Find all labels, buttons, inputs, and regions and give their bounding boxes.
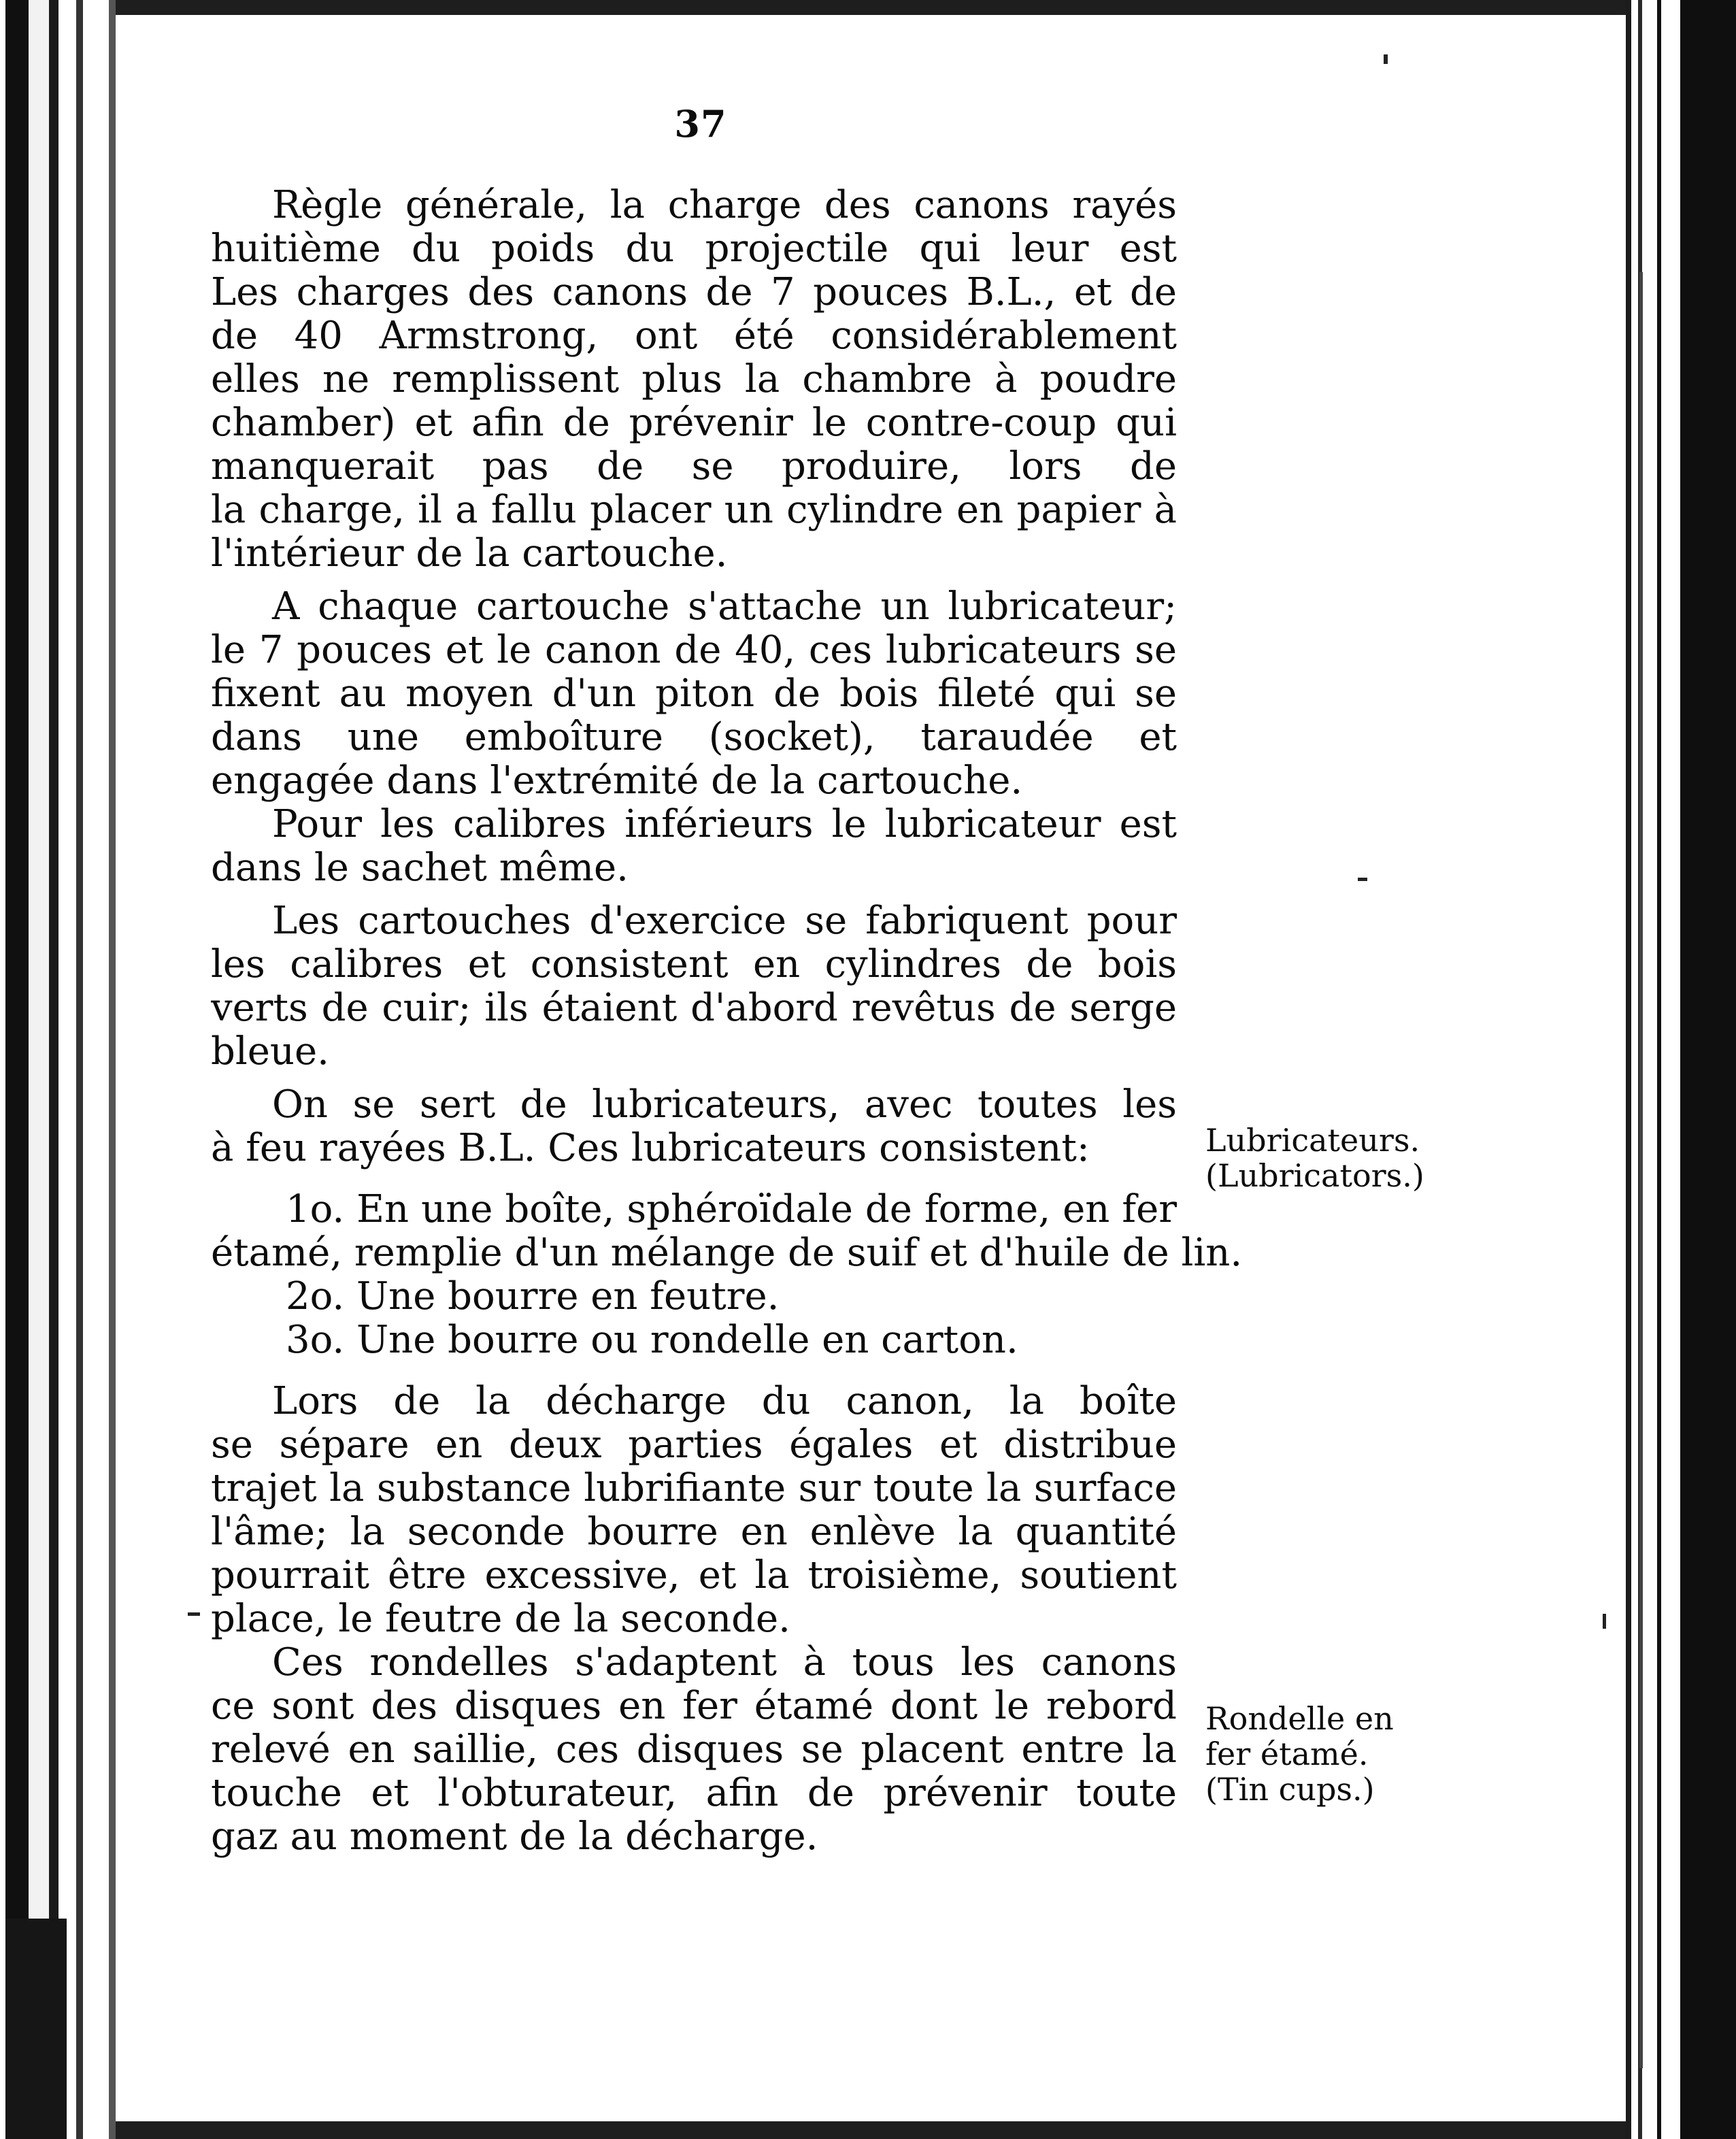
ink-speck xyxy=(1603,1614,1606,1629)
text-line: elles ne remplissent plus la chambre à poudre xyxy=(211,358,1177,401)
text-line: manquerait pas de se produire, lors de xyxy=(211,445,1177,488)
text-line: Les cartouches d'exercice se fabriquent pour xyxy=(272,899,1177,943)
list-item-continuation: étamé, remplie d'un mélange de suif et d'huile de lin. xyxy=(211,1231,1243,1275)
enumerated-list xyxy=(211,1188,1243,1362)
margin-note-line: fer étamé. xyxy=(1205,1736,1369,1772)
scan-shadow-top xyxy=(116,0,1626,15)
paragraph xyxy=(211,184,1177,576)
ink-speck xyxy=(1358,878,1367,881)
text-line: l'intérieur de la cartouche. xyxy=(211,531,728,576)
page-edge-line xyxy=(109,0,116,2139)
ink-speck xyxy=(188,1612,200,1616)
list-item: 2o. Une bourre en feutre. xyxy=(286,1274,780,1319)
text-line: bleue. xyxy=(211,1029,329,1074)
paragraph xyxy=(211,803,1177,890)
paragraph xyxy=(211,585,1177,803)
text-line: A chaque cartouche s'attache un lubricateur; xyxy=(272,585,1177,629)
text-line: de 40 Armstrong, ont été considérablement xyxy=(211,314,1177,358)
binding-edge-bottom xyxy=(5,1919,67,2139)
gutter-line xyxy=(1626,0,1631,2139)
margin-note-lubricators xyxy=(1205,1123,1450,1193)
text-line: Lors de la décharge du canon, la boîte xyxy=(272,1380,1177,1423)
text-line: huitième du poids du projectile qui leur est xyxy=(211,227,1177,271)
text-line: On se sert de lubricateurs, avec toutes les xyxy=(272,1083,1177,1127)
text-line: à feu rayées B.L. Ces lubricateurs consistent: xyxy=(211,1126,1090,1170)
text-line: ce sont des disques en fer étamé dont le rebord xyxy=(211,1685,1177,1728)
margin-note-line: Lubricateurs. xyxy=(1205,1122,1420,1159)
text-line: gaz au moment de la décharge. xyxy=(211,1814,818,1859)
margin-note-line: (Lubricators.) xyxy=(1205,1157,1424,1194)
text-line: la charge, il a fallu placer un cylindre en papier à xyxy=(211,488,1177,532)
margin-note-line: Rondelle en xyxy=(1205,1700,1394,1737)
page-edge-line xyxy=(49,0,59,2139)
text-line: trajet la substance lubrifiante sur toute la surface xyxy=(211,1467,1177,1510)
ink-speck xyxy=(1384,54,1388,64)
text-line: relevé en saillie, ces disques se placent entre la xyxy=(211,1728,1177,1772)
text-line: chamber) et afin de prévenir le contre-coup qui xyxy=(211,401,1177,445)
binding-edge-left xyxy=(5,0,29,2139)
text-line: engagée dans l'extrémité de la cartouche. xyxy=(211,759,1023,803)
text-line: place, le feutre de la seconde. xyxy=(211,1597,790,1641)
text-line: se sépare en deux parties égales et distribue xyxy=(211,1423,1177,1467)
list-item: 1o. En une boîte, sphéroïdale de forme, en fer xyxy=(286,1188,1177,1231)
binding-thread xyxy=(1639,272,1643,2068)
list-item: 3o. Une bourre ou rondelle en carton. xyxy=(286,1318,1018,1362)
margin-note-line: (Tin cups.) xyxy=(1205,1771,1375,1808)
text-line: le 7 pouces et le canon de 40, ces lubricateurs se xyxy=(211,629,1177,672)
text-line: dans une emboîture (socket), taraudée et xyxy=(211,716,1177,759)
paragraph xyxy=(211,1641,1177,1859)
paragraph xyxy=(211,899,1177,1074)
text-line: verts de cuir; ils étaient d'abord revêtus de serge xyxy=(211,986,1177,1030)
body-text xyxy=(211,184,1243,1859)
text-line: Ces rondelles s'adaptent à tous les canons xyxy=(272,1641,1177,1685)
scan-shadow-bottom xyxy=(116,2121,1626,2139)
page-edge-line xyxy=(76,0,83,2139)
text-line: l'âme; la seconde bourre en enlève la quantité xyxy=(211,1510,1177,1554)
margin-note-tin-cups xyxy=(1205,1701,1450,1807)
text-line: dans le sachet même. xyxy=(211,846,629,890)
scan-edge-right xyxy=(1680,0,1736,2139)
paragraph xyxy=(211,1380,1177,1641)
text-line: Règle générale, la charge des canons rayés xyxy=(272,184,1177,227)
binding-gap-left xyxy=(29,0,49,2139)
page-number: 37 xyxy=(674,102,727,146)
text-line: Les charges des canons de 7 pouces B.L., et de xyxy=(211,271,1177,314)
paragraph xyxy=(211,1083,1177,1170)
text-line: pourrait être excessive, et la troisième, soutient xyxy=(211,1554,1177,1597)
text-line: touche et l'obturateur, afin de prévenir toute xyxy=(211,1772,1177,1815)
text-line: les calibres et consistent en cylindres de bois xyxy=(211,943,1177,986)
text-line: fixent au moyen d'un piton de bois fileté qui se xyxy=(211,672,1177,716)
text-line: Pour les calibres inférieurs le lubricateur est xyxy=(272,803,1177,846)
